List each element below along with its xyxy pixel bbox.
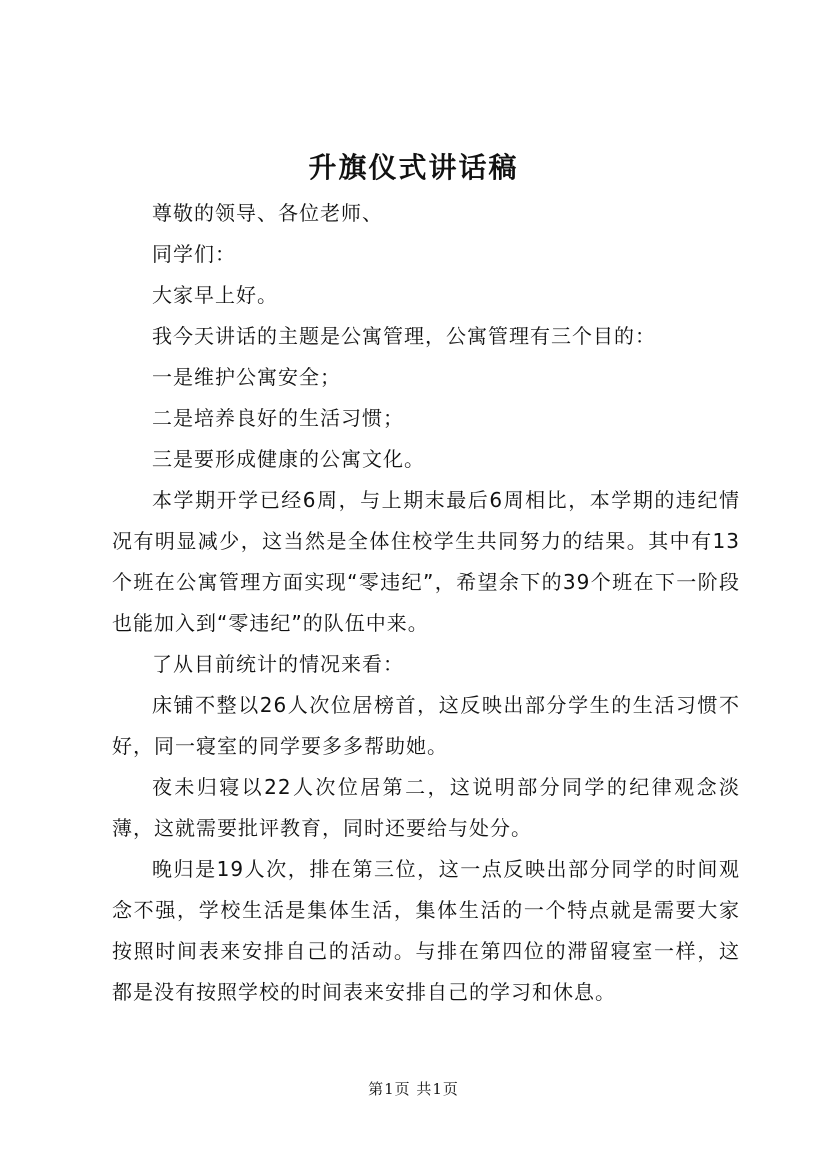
paragraph-third-issue: 晚归是19人次，排在第三位，这一点反映出部分同学的时间观念不强，学校生活是集体生活，集体生活的一个特点就是需要大家按照时间表来安排自己的活动。与排在第四位的滞留寝室一样，这都是没有按照学校的时间表来安排自己的学习和休息。 [112, 857, 740, 1004]
document-body [112, 193, 740, 1013]
paragraph-purpose-3: 三是要形成健康的公寓文化。 [152, 447, 425, 471]
page-footer: 第1页 共1页 [368, 1080, 459, 1098]
paragraph-salutation-1: 尊敬的领导、各位老师、 [152, 201, 383, 225]
document-title: 升旗仪式讲话稿 [308, 151, 519, 184]
paragraph-second-issue: 夜未归寝以22人次位居第二，这说明部分同学的纪律观念淡薄，这就需要批评教育，同时还要给与处分。 [112, 775, 740, 840]
paragraph-purpose-1: 一是维护公寓安全； [152, 365, 341, 389]
paragraph-statistics-intro: 了从目前统计的情况来看： [152, 652, 404, 676]
paragraph-first-issue: 床铺不整以26人次位居榜首，这反映出部分学生的生活习惯不好，同一寝室的同学要多多帮助她。 [112, 693, 740, 758]
paragraph-progress: 本学期开学已经6周，与上期末最后6周相比，本学期的违纪情况有明显减少，这当然是全体住校学生共同努力的结果。其中有13个班在公寓管理方面实现“零违纪”，希望余下的39个班在下一阶段也能加入到“零违纪”的队伍中来。 [112, 488, 740, 635]
paragraph-purpose-2: 二是培养良好的生活习惯； [152, 406, 404, 430]
paragraph-salutation-2: 同学们： [152, 242, 236, 266]
paragraph-greeting: 大家早上好。 [152, 283, 278, 307]
paragraph-topic: 我今天讲话的主题是公寓管理，公寓管理有三个目的： [152, 324, 656, 348]
